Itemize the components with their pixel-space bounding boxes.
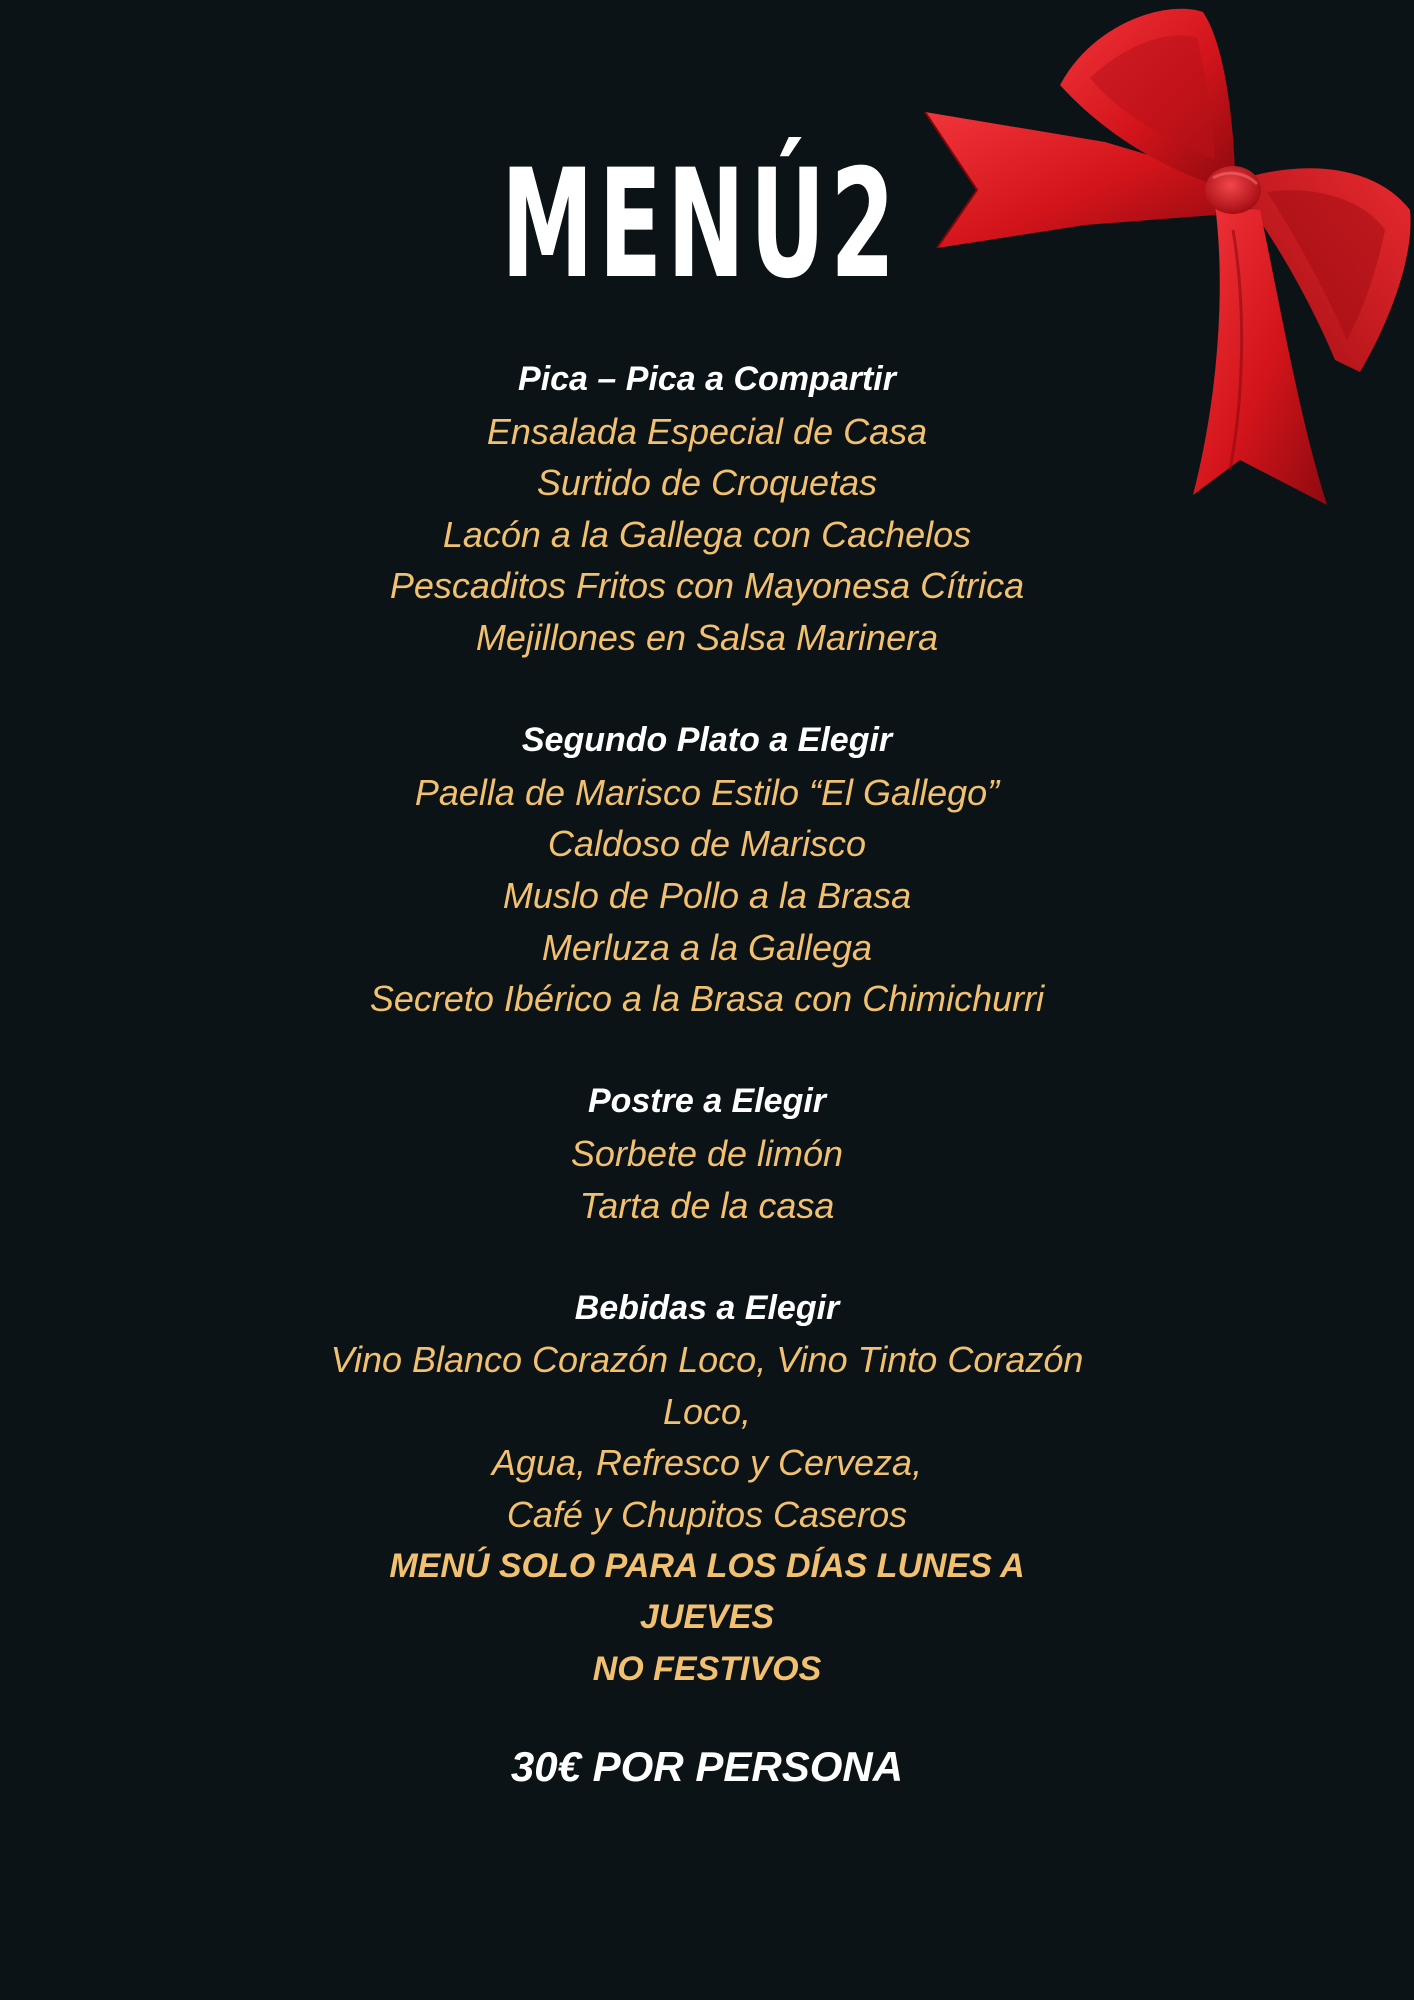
menu-item: Lacón a la Gallega con Cachelos [442, 513, 972, 555]
menu-item: Agua, Refresco y Cerveza, [491, 1442, 923, 1484]
availability-notice: JUEVES [639, 1598, 775, 1637]
menu-item: Paella de Marisco Estilo “El Gallego” [414, 771, 1000, 813]
section-spacer [200, 664, 1214, 716]
menu-item: Caldoso de Marisco [547, 823, 867, 865]
menu-item: Loco, [662, 1390, 752, 1432]
menu-title: MENÚ2 [501, 138, 901, 312]
section-heading-desserts: Postre a Elegir [587, 1082, 827, 1121]
section-spacer [200, 1231, 1214, 1283]
menu-item: Muslo de Pollo a la Brasa [502, 874, 912, 916]
menu-item: Vino Blanco Corazón Loco, Vino Tinto Corazón [330, 1339, 1084, 1381]
menu-item: Surtido de Croquetas [536, 462, 878, 504]
menu-item: Tarta de la casa [579, 1184, 835, 1226]
menu-item: Sorbete de limón [570, 1132, 844, 1174]
menu-content [200, 354, 1214, 1797]
price-label: 30€ POR PERSONA [510, 1743, 904, 1791]
menu-item: Pescaditos Fritos con Mayonesa Cítrica [389, 565, 1025, 607]
section-spacer [200, 1025, 1214, 1077]
menu-item: Merluza a la Gallega [541, 926, 873, 968]
menu-item: Secreto Ibérico a la Brasa con Chimichurri [369, 978, 1045, 1020]
section-heading-mains: Segundo Plato a Elegir [521, 721, 893, 760]
availability-notice: MENÚ SOLO PARA LOS DÍAS LUNES A [389, 1546, 1025, 1585]
availability-notice: NO FESTIVOS [592, 1649, 822, 1688]
menu-item: Ensalada Especial de Casa [486, 410, 928, 452]
menu-item: Café y Chupitos Caseros [506, 1494, 908, 1536]
menu-item: Mejillones en Salsa Marinera [475, 616, 939, 658]
section-heading-drinks: Bebidas a Elegir [574, 1288, 840, 1327]
section-heading-starters: Pica – Pica a Compartir [518, 360, 896, 398]
